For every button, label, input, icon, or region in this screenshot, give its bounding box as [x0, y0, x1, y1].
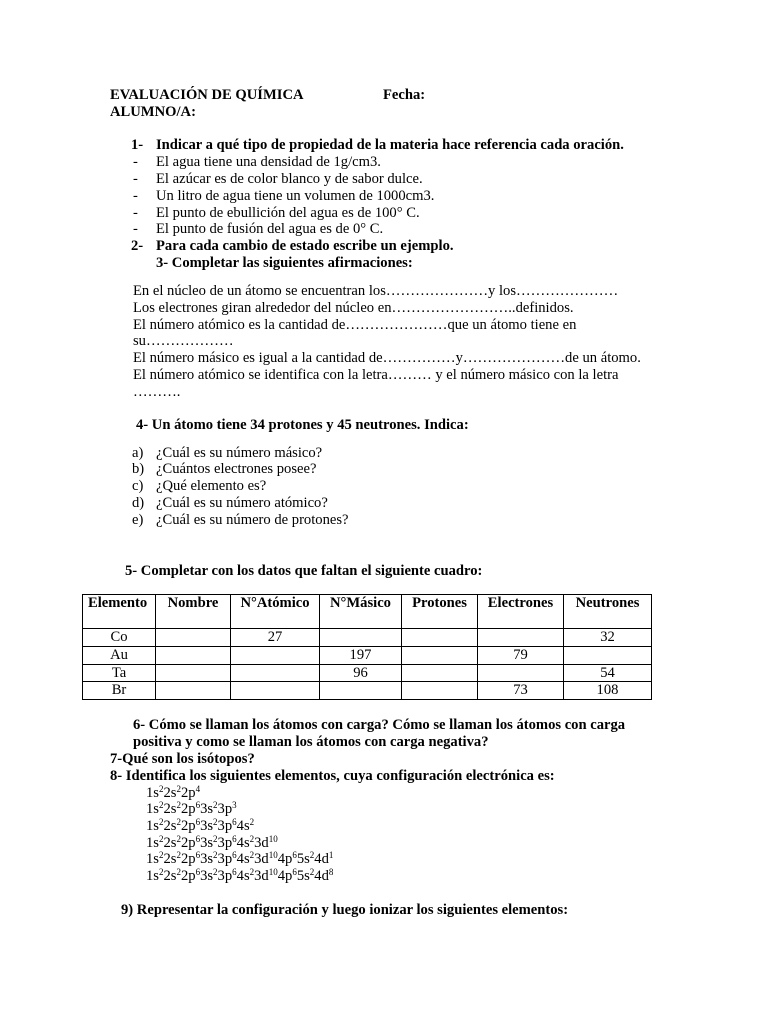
q1-bullet: - [133, 205, 138, 221]
table-cell: 27 [231, 629, 320, 647]
table-cell [156, 646, 231, 664]
q4-letter: c) [132, 478, 144, 494]
table-cell [156, 629, 231, 647]
table-header-cell: N°Másico [320, 595, 402, 629]
q1-item: El punto de ebullición del agua es de 100° C. [156, 205, 420, 221]
q3-line: En el núcleo de un átomo se encuentran los…………………y los………………… [133, 283, 619, 299]
q8-title: 8- Identifica los siguientes elementos, cuya configuración electrónica es: [110, 768, 555, 784]
table-header-cell: N°Atómico [231, 595, 320, 629]
table-header-cell: Neutrones [564, 595, 652, 629]
table-cell [402, 664, 478, 682]
table-row [83, 664, 652, 682]
q6-line: positiva y como se llaman los átomos con carga negativa? [133, 734, 489, 750]
table-row [83, 629, 652, 647]
q4-item: ¿Cuántos electrones posee? [156, 461, 317, 477]
q1-title: Indicar a qué tipo de propiedad de la materia hace referencia cada oración. [156, 137, 624, 153]
exam-title: EVALUACIÓN DE QUÍMICA [110, 87, 304, 103]
q3-line: El número atómico se identifica con la letra……… y el número másico con la letra ………. [133, 366, 619, 400]
q4-letter: d) [132, 495, 145, 511]
q1-bullet: - [133, 188, 138, 204]
q4-letter: a) [132, 445, 144, 461]
table-cell: 32 [564, 629, 652, 647]
q4-item: ¿Cuál es su número atómico? [156, 495, 328, 511]
electron-config: $1s^22s^22p^63s^23p^3$ [146, 800, 237, 817]
q1-bullet: - [133, 221, 138, 237]
table-header-cell: Nombre [156, 595, 231, 629]
table-cell: 96 [320, 664, 402, 682]
element-table [82, 594, 652, 700]
table-cell: Ta [83, 664, 156, 682]
table-header-cell: Elemento [83, 595, 156, 629]
table-cell: 54 [564, 664, 652, 682]
table-cell: Br [83, 682, 156, 700]
q7-title: 7-Qué son los isótopos? [110, 751, 255, 767]
table-header-row [83, 595, 652, 629]
q3-title: 3- Completar las siguientes afirmaciones: [156, 255, 413, 271]
q6-line: 6- Cómo se llaman los átomos con carga? Cómo se llaman los átomos con carga [133, 717, 626, 733]
q4-letter: e) [132, 512, 144, 528]
electron-config: $1s^22s^22p^63s^23p^64s^23d^{10}4p^65s^24d^8$ [146, 867, 334, 884]
q4-item: ¿Cuál es su número másico? [156, 445, 323, 461]
q3-statements [133, 283, 653, 401]
q4-item: ¿Qué elemento es? [156, 478, 267, 494]
q5-title: 5- Completar con los datos que faltan el siguiente cuadro: [125, 563, 483, 579]
q1-bullet: - [133, 171, 138, 187]
table-cell: 79 [478, 646, 564, 664]
table-cell [320, 629, 402, 647]
table-cell: 108 [564, 682, 652, 700]
table-cell: Co [83, 629, 156, 647]
table-cell [231, 664, 320, 682]
q2-number: 2- [131, 238, 144, 254]
electron-config: $1s^22s^22p^4$ [146, 784, 201, 801]
electron-config: $1s^22s^22p^63s^23p^64s^2$ [146, 817, 255, 834]
table-header-cell: Electrones [478, 595, 564, 629]
electron-config: $1s^22s^22p^63s^23p^64s^23d^{10}$ [146, 834, 278, 851]
q3-line: Los electrones giran alrededor del núcleo en……………………..definidos. [133, 299, 574, 316]
student-label: ALUMNO/A: [110, 104, 196, 120]
table-cell: Au [83, 646, 156, 664]
table-cell: 197 [320, 646, 402, 664]
table-cell [156, 682, 231, 700]
table-cell [320, 682, 402, 700]
q1-item: El agua tiene una densidad de 1g/cm3. [156, 154, 381, 170]
q3-line: El número másico es igual a la cantidad de……………y…………………de un átomo. [133, 350, 641, 367]
date-label: Fecha: [383, 87, 426, 103]
q1-number: 1- [131, 137, 144, 153]
table-cell: 73 [478, 682, 564, 700]
table-cell [402, 629, 478, 647]
table-cell [478, 629, 564, 647]
table-row [83, 646, 652, 664]
table-cell [564, 646, 652, 664]
q4-letter: b) [132, 461, 145, 477]
table-cell [231, 682, 320, 700]
q1-item: Un litro de agua tiene un volumen de 1000cm3. [156, 188, 435, 204]
q1-item: El azúcar es de color blanco y de sabor dulce. [156, 171, 423, 187]
q9-title: 9) Representar la configuración y luego ionizar los siguientes elementos: [121, 902, 569, 918]
electron-config: $1s^22s^22p^63s^23p^64s^23d^{10}4p^65s^24d^1$ [146, 850, 334, 867]
table-cell [478, 664, 564, 682]
q4-item: ¿Cuál es su número de protones? [156, 512, 349, 528]
q1-bullet: - [133, 154, 138, 170]
table-cell [156, 664, 231, 682]
table-cell [231, 646, 320, 664]
table-header-cell: Protones [402, 595, 478, 629]
table-cell [402, 682, 478, 700]
q2-title: Para cada cambio de estado escribe un ejemplo. [156, 238, 454, 254]
table-cell [402, 646, 478, 664]
table-row [83, 682, 652, 700]
q4-title: 4- Un átomo tiene 34 protones y 45 neutrones. Indica: [136, 417, 469, 433]
q3-line: El número atómico es la cantidad de…………………que un átomo tiene en su……………… [133, 316, 577, 350]
q1-item: El punto de fusión del agua es de 0° C. [156, 221, 384, 237]
